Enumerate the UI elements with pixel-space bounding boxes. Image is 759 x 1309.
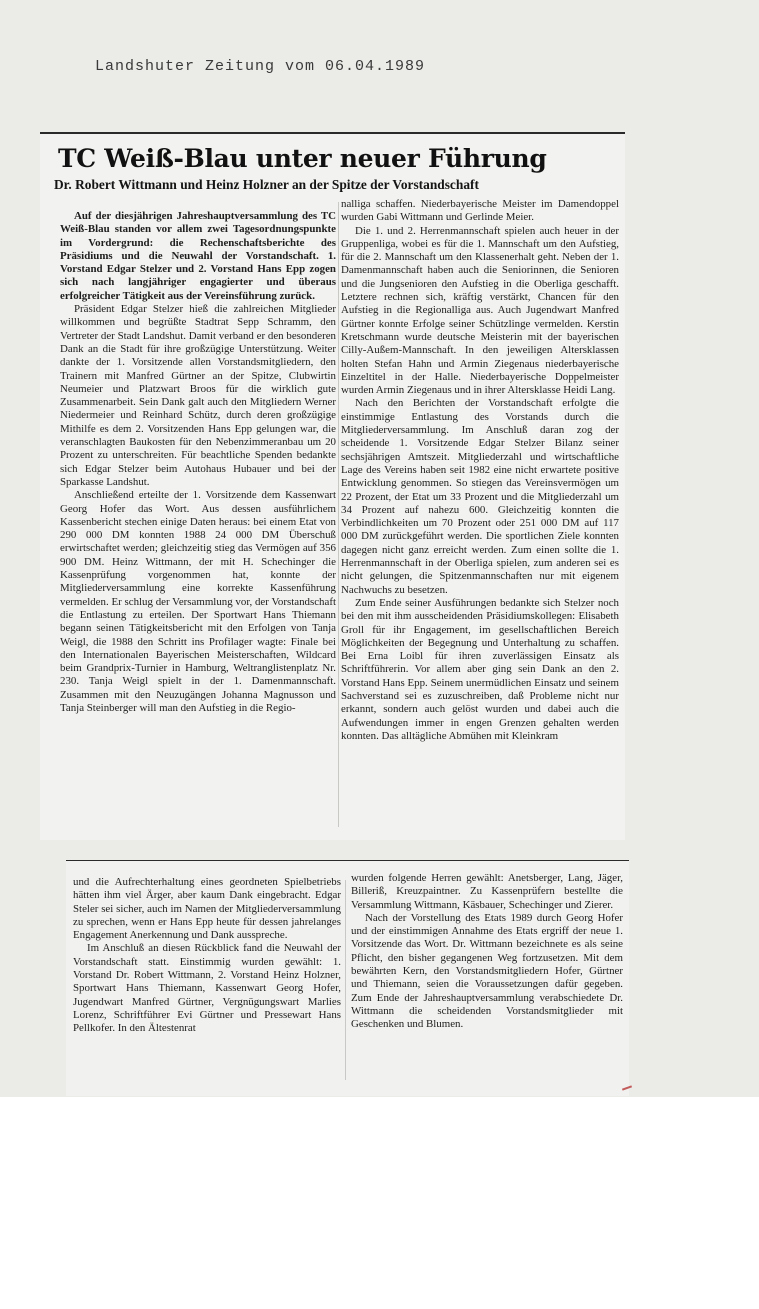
newspaper-clipping-continuation xyxy=(66,860,629,1096)
top-rule xyxy=(66,860,629,861)
newspaper-clipping-main xyxy=(40,132,625,840)
article-paragraph: Nach der Vorstellung des Etats 1989 durch Georg Hofer und der einstimmigen Annahme des Etats ergriff der neue 1. Vorsitzende das Wort. Dr. Wittmann bezeichnete es als seine Pflicht, den bisher gegangenen Weg fortzusetzen. Mit dem bewährten Kern, den Vorstandsmitgliedern Hofer, Gürtner und Thiemann, seien die Voraussetzungen dafür gegeben. Zum Ende der Jahreshauptversammlung verabschiedete Dr. Wittmann die scheidenden Vorstandsmitglieder mit Geschenken und Blumen. xyxy=(351,911,623,1031)
article-paragraph: Zum Ende seiner Ausführungen bedankte sich Stelzer noch bei den mit ihm ausscheidenden Präsidiumskollegen: Elisabeth Groll für ihr Engagement, im gesellschaftlichen Bereich Möglichkeiten der Begegnung und Unterhaltung zu schaffen. Bei Erna Loibl für ihren zuverlässigen Einsatz als Schriftführerin. Vor allem aber ging sein Dank an den 2. Vorstand Hans Epp. Seinem unermüdlichen Einsatz und seinem Sachverstand sei es zuzuschreiben, daß Probleme nicht nur erkannt, sondern auch gelöst wurden und dabei auch die Aufwendungen immer in engen Grenzen gehalten werden konnten. Das alltägliche Abmühen mit Kleinkram xyxy=(341,596,619,742)
article-column-2 xyxy=(341,198,619,834)
article-paragraph: Die 1. und 2. Herrenmannschaft spielen auch heuer in der Gruppenliga, wobei es für die 1. Mannschaft um den Aufstieg, für die 2. Mannschaft um den Klassenerhalt geht. Neben der 1. Damenmannschaft haben auch die Seniorinnen, die Senioren und die Jungsenioren den Aufstieg in die Oberliga geschafft. Letztere rechnen sich, kräftig verstärkt, Chancen für den Aufstieg in die Regionalliga aus. Auch Jugendwart Manfred Gürtner konnte Erfolge seiner Schützlinge vermelden. Kerstin Kretschmann wurde deutsche Meisterin mit der bayerischen Cilly-Außem-Mannschaft. In den jeweiligen Altersklassen holten Stefan Hahn und Armin Ziegenaus niederbayerische Einzeltitel in der Halle. Niederbayerische Doppelmeister wurden Armin Ziegenaus und in ihrer Altersklasse Heidi Lang. xyxy=(341,224,619,397)
article-paragraph: Nach den Berichten der Vorstandschaft erfolgte die einstimmige Entlastung des Vorstands durch die Mitgliederversammlung. Im Anschluß daran zog der scheidende 1. Vorsitzende Edgar Stelzer Bilanz seiner sechsjährigen Amtszeit. Mitgliederzahl und wirtschaftliche Lage des Vereins haben seit 1982 eine nicht erwartete positive Entwicklung genommen. So stiegen das Vereinsvermögen um 22 Prozent, der Etat um 33 Prozent und die Mitgliederzahl um 34 Prozent auf nahezu 600. Gleichzeitig konnten die Verbindlichkeiten um 70 Prozent oder 251 000 DM auf 117 000 DM zurückgeführt werden. Die sportlichen Ziele konnten dagegen nicht ganz erreicht werden. Zum einen sollte die 1. Herrenmannschaft in der Oberliga spielen, zum anderen sei es nicht gelungen, die Spitzenmannschaften nur mit eigenem Nachwuchs zu besetzen. xyxy=(341,397,619,596)
column-divider xyxy=(345,880,346,1080)
column-divider xyxy=(338,202,339,827)
typed-source-line: Landshuter Zeitung vom 06.04.1989 xyxy=(95,58,426,75)
article-subheadline: Dr. Robert Wittmann und Heinz Holzner an der Spitze der Vorstandschaft xyxy=(54,177,479,192)
article-column-4 xyxy=(351,872,623,1092)
article-paragraph: Präsident Edgar Stelzer hieß die zahlreichen Mitglieder willkommen und begrüßte Stadtrat Sepp Schramm, den Vertreter der Stadt Landshut. Damit verband er den besonderen Dank an die Stadt für ihre großzügige Unterstützung. Weiter dankte der 1. Vorsitzende allen Vorstandsmitgliedern, den Trainern mit Manfred Gürtner an der Spitze, Clubwirtin Neumeier und Platzwart Broos für die wirklich gute Zusammenarbeit. Sein Dank galt auch den Mitgliedern Werner Niedermeier und Reinhard Schütz, durch deren großzügige Mithilfe es dem 2. Vorsitzenden Hans Epp gelungen war, die veranschlagten Baukosten für den Nebenzimmeranbau um 20 Prozent zu unterschreiten. Für beachtliche Spenden bedankte sich Edgar Stelzer beim Autohaus Hubauer und bei der Sparkasse Landshut. xyxy=(60,303,336,488)
article-paragraph: nalliga schaffen. Niederbayerische Meister im Damendoppel wurden Gabi Wittmann und Gerlinde Meier. xyxy=(341,198,619,224)
article-paragraph: wurden folgende Herren gewählt: Anetsberger, Lang, Jäger, Billeriß, Kreuzpaintner. Zu Kassenprüfern bestellte die Versammlung Wittmann, Käsbauer, Schechinger und Zierer. xyxy=(351,872,623,911)
article-paragraph: und die Aufrechterhaltung eines geordneten Spielbetriebs hätten ihm viel Ärger, aber kaum Dank eingebracht. Edgar Steler sei sicher, auch im Namen der Mitgliederversammlung zu sprechen, wenn er Hans Epp heute für dessen jahrelanges Engagement Anerkennung und Dank ausspreche. xyxy=(73,876,341,942)
article-headline: TC Weiß-Blau unter neuer Führung xyxy=(58,144,547,173)
article-paragraph: Im Anschluß an diesen Rückblick fand die Neuwahl der Vorstandschaft statt. Einstimmig wurden gewählt: 1. Vorstand Dr. Robert Wittmann, 2. Vorstand Heinz Holzner, Sportwart Hans Thiemann, Kassenwart Georg Hofer, Jugendwart Manfred Gürtner, Vergnügungswart Marlies Lorenz, Schriftführer Evi Gürtner und Pressewart Hans Pellkofer. In den Ältestenrat xyxy=(73,942,341,1035)
top-rule xyxy=(40,132,625,134)
article-column-3 xyxy=(73,876,341,1091)
article-column-1 xyxy=(60,210,336,832)
article-paragraph: Anschließend erteilte der 1. Vorsitzende dem Kassenwart Georg Hofer das Wort. Aus dessen ausführlichem Kassenbericht stechen einige Daten heraus: bei einem Etat von 290 000 DM konnten 1988 24 000 DM Überschuß erwirtschaftet werden; gleichzeitig stieg das Vermögen auf 356 900 DM. Heinz Wittmann, der mit H. Schechinger die Kassenprüfung vorgenommen hat, konnte der Mitgliederversammlung eine korrekte Kassenführung vermelden. Er schlug der Versammlung vor, der Vorstandschaft die Entlastung zu erteilen. Der Sportwart Hans Thiemann begann seinen Tätigkeitsbericht mit den Erfolgen von Tanja Weigl, die 1988 den Schritt ins Profilager wagte: Finale bei den Internationalen Bayerischen Meisterschaften, Wildcard beim Grandprix-Turnier in Hamburg, Weltranglistenplatz Nr. 230. Tanja Weigl spielt in der 1. Damenmannschaft. Zusammen mit den Neuzugängen Johanna Magnusson und Tanja Steinberger will man den Aufstieg in die Regio- xyxy=(60,489,336,714)
article-lead-paragraph: Auf der diesjährigen Jahreshauptversammlung des TC Weiß-Blau standen vor allem zwei Tagesordnungspunkte im Vordergrund: die Rechenschaftsberichte des Präsidiums und die Neuwahl der Vorstandschaft. 1. Vorstand Edgar Stelzer und 2. Vorstand Hans Epp zogen sich nach langjähriger engagierter und überaus erfolgreicher Tätigkeit aus der Vereinsführung zurück. xyxy=(60,210,336,302)
